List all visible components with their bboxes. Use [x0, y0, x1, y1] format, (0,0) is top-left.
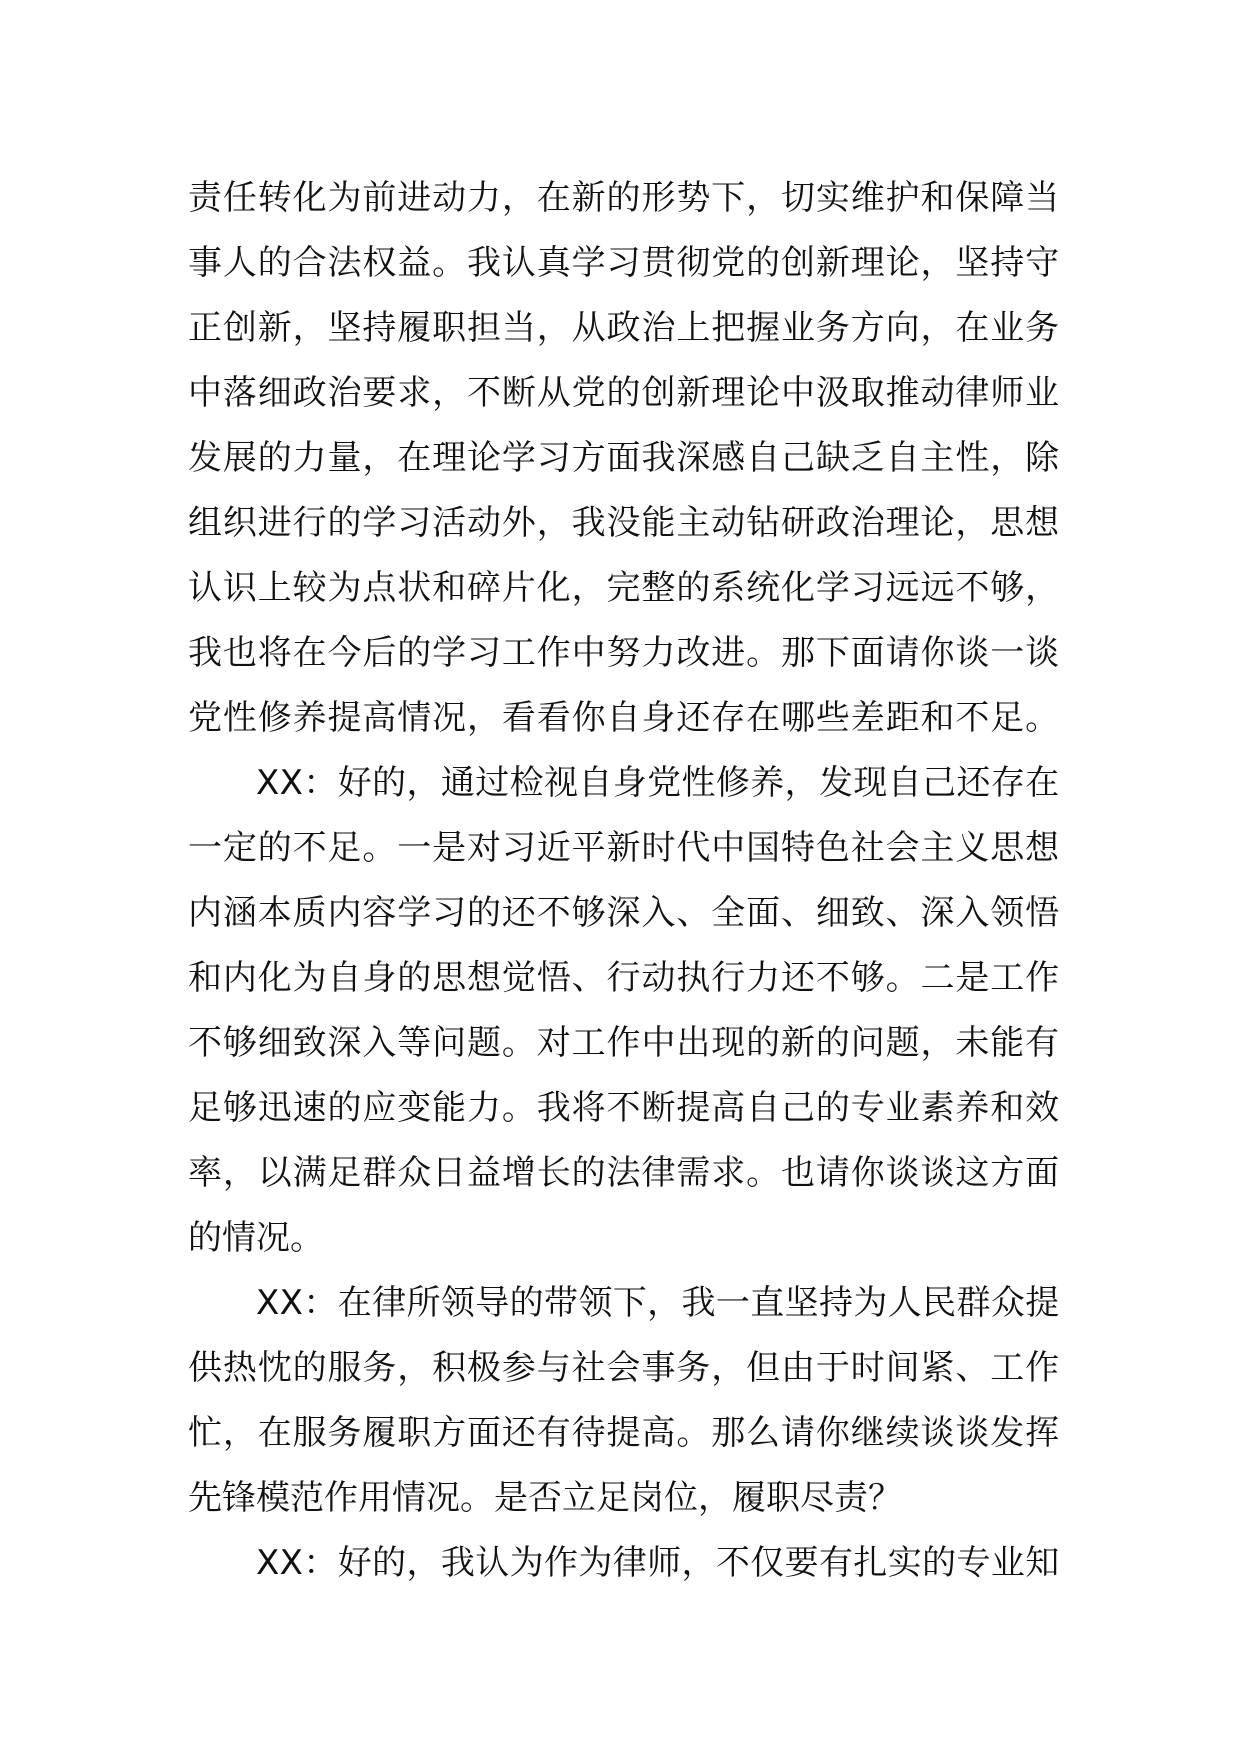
paragraph-first-line: XX：好的，我认为作为律师，不仅要有扎实的专业知	[256, 1543, 1060, 1583]
text-line: 认识上较为点状和碎片化，完整的系统化学习远远不够，	[188, 568, 1060, 608]
text-line: 党性修养提高情况，看看你自身还存在哪些差距和不足。	[188, 698, 1060, 738]
text-line: 正创新，坚持履职担当，从政治上把握业务方向，在业务	[188, 308, 1060, 348]
text-line: 忙，在服务履职方面还有待提高。那么请你继续谈谈发挥	[188, 1413, 1060, 1453]
text-line: 先锋模范作用情况。是否立足岗位，履职尽责？	[188, 1478, 902, 1518]
text-line: 率，以满足群众日益增长的法律需求。也请你谈谈这方面	[188, 1153, 1060, 1193]
text-line: 的情况。	[188, 1218, 324, 1258]
text-line: 中落细政治要求，不断从党的创新理论中汲取推动律师业	[188, 373, 1060, 413]
text-line: 组织进行的学习活动外，我没能主动钻研政治理论，思想	[188, 503, 1060, 543]
text-line: 供热忱的服务，积极参与社会事务，但由于时间紧、工作	[188, 1348, 1060, 1388]
text-line: 内涵本质内容学习的还不够深入、全面、细致、深入领悟	[188, 893, 1060, 933]
text-line: 一定的不足。一是对习近平新时代中国特色社会主义思想	[188, 828, 1060, 868]
document-body	[188, 166, 1060, 1596]
text-line: 责任转化为前进动力，在新的形势下，切实维护和保障当	[188, 178, 1060, 218]
text-line: 发展的力量，在理论学习方面我深感自己缺乏自主性，除	[188, 438, 1060, 478]
paragraph-first-line: XX：好的，通过检视自身党性修养，发现自己还存在	[256, 763, 1060, 803]
text-line: 不够细致深入等问题。对工作中出现的新的问题，未能有	[188, 1023, 1060, 1063]
text-line: 事人的合法权益。我认真学习贯彻党的创新理论，坚持守	[188, 243, 1060, 283]
text-line: 我也将在今后的学习工作中努力改进。那下面请你谈一谈	[188, 633, 1060, 673]
text-line: 和内化为自身的思想觉悟、行动执行力还不够。二是工作	[188, 958, 1060, 998]
paragraph-first-line: XX：在律所领导的带领下，我一直坚持为人民群众提	[256, 1283, 1060, 1323]
text-line: 足够迅速的应变能力。我将不断提高自己的专业素养和效	[188, 1088, 1060, 1128]
